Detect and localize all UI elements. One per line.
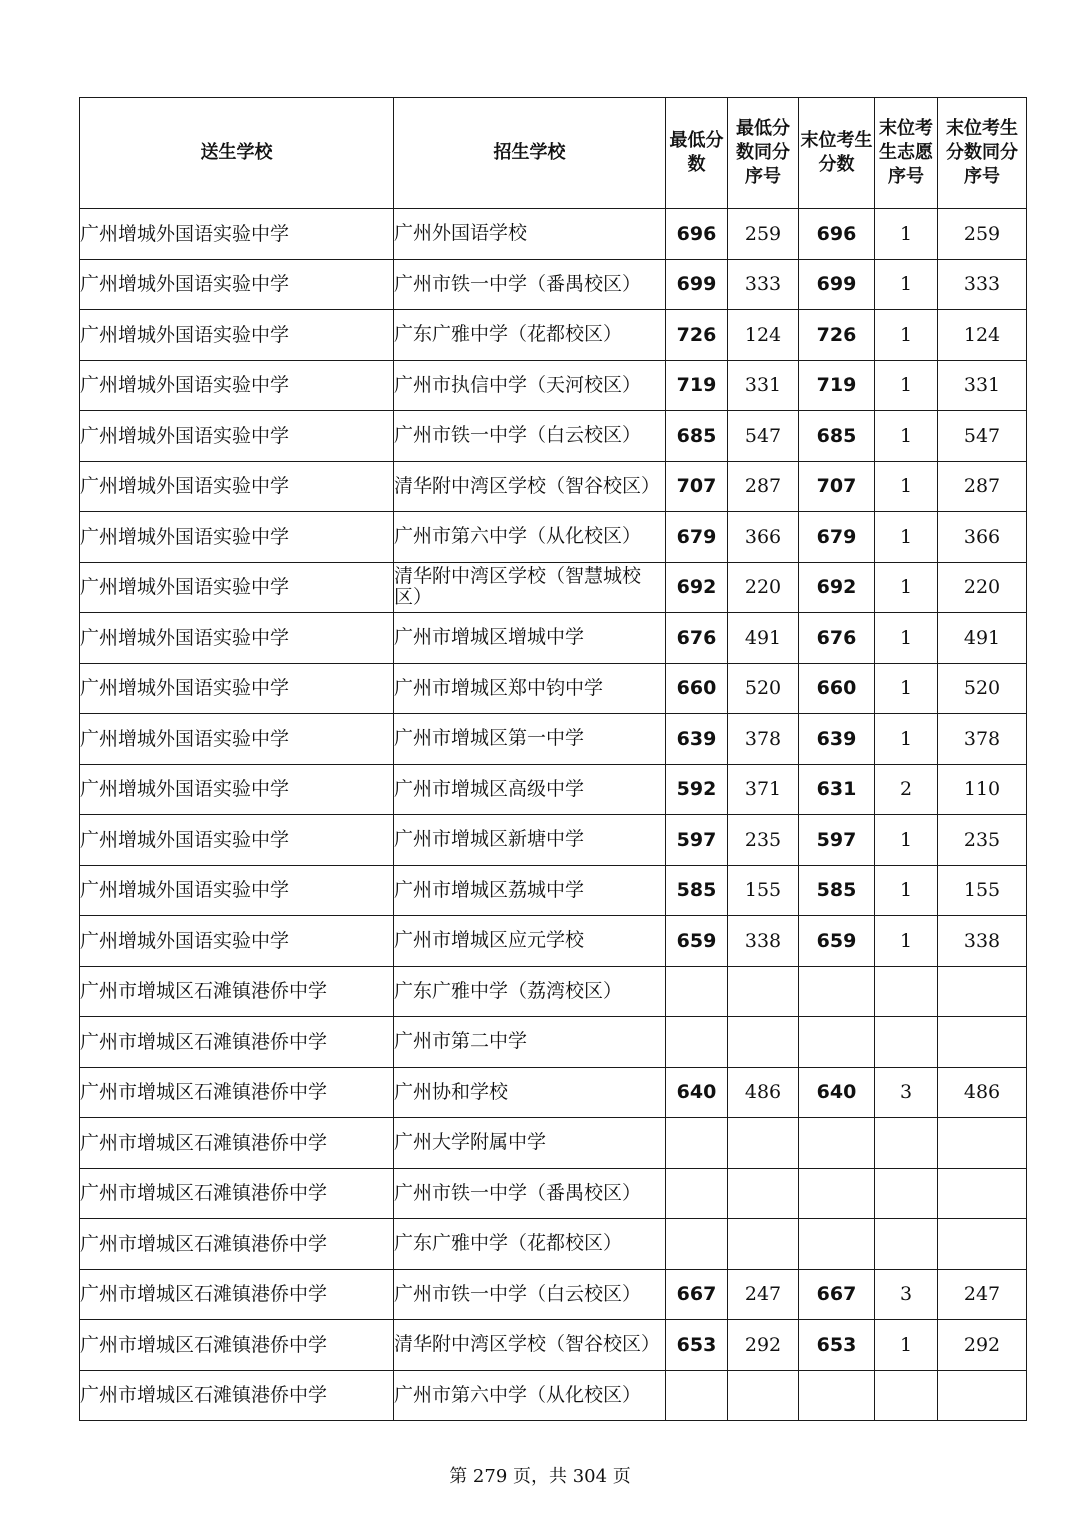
cell-min-score-rank: 378: [728, 714, 799, 765]
page-footer: 第 279 页，共 304 页: [449, 1466, 631, 1487]
cell-min-score: [666, 1168, 728, 1219]
header-last-score: 末位考生分数: [799, 98, 875, 209]
cell-last-score-rank: 155: [938, 865, 1027, 916]
cell-min-score: 653: [666, 1320, 728, 1371]
cell-last-score: 585: [799, 865, 875, 916]
cell-last-score-rank: 520: [938, 663, 1027, 714]
table-row: [80, 1168, 1027, 1219]
cell-recruit-school: 广州市增城区应元学校: [394, 916, 666, 967]
cell-last-score-rank: 338: [938, 916, 1027, 967]
cell-send-school: 广州增城外国语实验中学: [80, 764, 394, 815]
cell-recruit-school: 广州市增城区新塘中学: [394, 815, 666, 866]
table-row: [80, 562, 1027, 613]
cell-min-score-rank: 155: [728, 865, 799, 916]
cell-send-school: 广州市增城区石滩镇港侨中学: [80, 1017, 394, 1068]
cell-min-score-rank: 491: [728, 613, 799, 664]
cell-min-score-rank: [728, 1219, 799, 1270]
cell-min-score-rank: 235: [728, 815, 799, 866]
cell-recruit-school: 广东广雅中学（荔湾校区）: [394, 966, 666, 1017]
cell-last-choice-no: 1: [875, 613, 938, 664]
admission-score-table: [79, 97, 1027, 1421]
table-row: [80, 815, 1027, 866]
cell-min-score-rank: 333: [728, 259, 799, 310]
cell-recruit-school: 广州市第六中学（从化校区）: [394, 1370, 666, 1421]
cell-last-score-rank: 292: [938, 1320, 1027, 1371]
cell-last-score: 726: [799, 310, 875, 361]
table-row: [80, 1017, 1027, 1068]
cell-send-school: 广州市增城区石滩镇港侨中学: [80, 1370, 394, 1421]
cell-send-school: 广州市增城区石滩镇港侨中学: [80, 1219, 394, 1270]
cell-recruit-school: 广州大学附属中学: [394, 1118, 666, 1169]
table-row: [80, 714, 1027, 765]
cell-last-score: 659: [799, 916, 875, 967]
cell-last-score: [799, 1370, 875, 1421]
cell-send-school: 广州市增城区石滩镇港侨中学: [80, 1269, 394, 1320]
cell-last-score: 667: [799, 1269, 875, 1320]
cell-min-score: [666, 966, 728, 1017]
cell-last-score-rank: 287: [938, 461, 1027, 512]
cell-recruit-school: 广州市增城区郑中钧中学: [394, 663, 666, 714]
cell-min-score: 659: [666, 916, 728, 967]
cell-send-school: 广州增城外国语实验中学: [80, 259, 394, 310]
table-row: [80, 360, 1027, 411]
cell-min-score: 585: [666, 865, 728, 916]
cell-last-score: [799, 1168, 875, 1219]
cell-last-score: 639: [799, 714, 875, 765]
table-row: [80, 411, 1027, 462]
cell-min-score: [666, 1118, 728, 1169]
table-row: [80, 1067, 1027, 1118]
cell-min-score-rank: 547: [728, 411, 799, 462]
cell-send-school: 广州增城外国语实验中学: [80, 714, 394, 765]
header-last-score-rank: 末位考生分数同分序号: [938, 98, 1027, 209]
cell-last-choice-no: 1: [875, 411, 938, 462]
cell-last-choice-no: 1: [875, 1320, 938, 1371]
cell-last-score: 676: [799, 613, 875, 664]
table-row: [80, 1269, 1027, 1320]
cell-min-score: [666, 1370, 728, 1421]
table-row: [80, 209, 1027, 260]
cell-last-score: 685: [799, 411, 875, 462]
cell-recruit-school: 广东广雅中学（花都校区）: [394, 1219, 666, 1270]
cell-min-score-rank: 287: [728, 461, 799, 512]
cell-min-score-rank: 220: [728, 562, 799, 613]
cell-last-score: 597: [799, 815, 875, 866]
cell-min-score: [666, 1219, 728, 1270]
cell-send-school: 广州增城外国语实验中学: [80, 562, 394, 613]
cell-last-score-rank: 486: [938, 1067, 1027, 1118]
cell-send-school: 广州市增城区石滩镇港侨中学: [80, 1168, 394, 1219]
cell-last-score: [799, 1017, 875, 1068]
cell-last-score: [799, 1219, 875, 1270]
cell-last-score-rank: 247: [938, 1269, 1027, 1320]
cell-last-choice-no: 3: [875, 1269, 938, 1320]
table-row: [80, 1320, 1027, 1371]
cell-min-score: 679: [666, 512, 728, 563]
cell-send-school: 广州市增城区石滩镇港侨中学: [80, 1067, 394, 1118]
cell-recruit-school: 清华附中湾区学校（智谷校区）: [394, 1320, 666, 1371]
cell-last-choice-no: [875, 1118, 938, 1169]
table-body: [80, 209, 1027, 1421]
cell-min-score: 726: [666, 310, 728, 361]
cell-min-score: 696: [666, 209, 728, 260]
cell-min-score-rank: 371: [728, 764, 799, 815]
cell-min-score: 707: [666, 461, 728, 512]
cell-min-score-rank: 247: [728, 1269, 799, 1320]
cell-last-choice-no: 1: [875, 562, 938, 613]
cell-last-score-rank: 378: [938, 714, 1027, 765]
cell-send-school: 广州市增城区石滩镇港侨中学: [80, 1320, 394, 1371]
table-row: [80, 310, 1027, 361]
cell-last-score-rank: [938, 1118, 1027, 1169]
cell-last-choice-no: 1: [875, 865, 938, 916]
cell-recruit-school: 广州外国语学校: [394, 209, 666, 260]
cell-min-score-rank: 338: [728, 916, 799, 967]
cell-last-score-rank: [938, 1219, 1027, 1270]
cell-last-choice-no: 3: [875, 1067, 938, 1118]
table-row: [80, 1118, 1027, 1169]
table-row: [80, 865, 1027, 916]
cell-send-school: 广州增城外国语实验中学: [80, 360, 394, 411]
cell-last-choice-no: [875, 966, 938, 1017]
table-row: [80, 663, 1027, 714]
cell-last-score-rank: 491: [938, 613, 1027, 664]
cell-min-score-rank: 331: [728, 360, 799, 411]
table-row: [80, 512, 1027, 563]
cell-last-choice-no: 1: [875, 461, 938, 512]
cell-last-score: 660: [799, 663, 875, 714]
cell-min-score-rank: [728, 1017, 799, 1068]
cell-send-school: 广州市增城区石滩镇港侨中学: [80, 1118, 394, 1169]
cell-last-choice-no: [875, 1370, 938, 1421]
cell-last-score: 653: [799, 1320, 875, 1371]
cell-send-school: 广州增城外国语实验中学: [80, 865, 394, 916]
cell-last-score-rank: 235: [938, 815, 1027, 866]
cell-recruit-school: 清华附中湾区学校（智慧城校区）: [394, 562, 666, 613]
cell-send-school: 广州增城外国语实验中学: [80, 310, 394, 361]
cell-last-choice-no: 1: [875, 815, 938, 866]
cell-last-score: 692: [799, 562, 875, 613]
cell-min-score: 640: [666, 1067, 728, 1118]
cell-send-school: 广州增城外国语实验中学: [80, 916, 394, 967]
header-min-score: 最低分数: [666, 98, 728, 209]
cell-last-choice-no: 1: [875, 916, 938, 967]
cell-last-score: 699: [799, 259, 875, 310]
cell-last-score: 719: [799, 360, 875, 411]
cell-recruit-school: 广州市增城区荔城中学: [394, 865, 666, 916]
cell-last-choice-no: 1: [875, 714, 938, 765]
cell-min-score-rank: [728, 1370, 799, 1421]
cell-recruit-school: 广州市铁一中学（白云校区）: [394, 411, 666, 462]
cell-send-school: 广州市增城区石滩镇港侨中学: [80, 966, 394, 1017]
cell-send-school: 广州增城外国语实验中学: [80, 209, 394, 260]
cell-min-score-rank: 486: [728, 1067, 799, 1118]
cell-last-score: [799, 966, 875, 1017]
cell-recruit-school: 广州市铁一中学（番禺校区）: [394, 259, 666, 310]
cell-min-score-rank: [728, 1118, 799, 1169]
header-min-score-rank: 最低分数同分序号: [728, 98, 799, 209]
cell-recruit-school: 广州协和学校: [394, 1067, 666, 1118]
table-header-row: [80, 98, 1027, 209]
cell-min-score: 719: [666, 360, 728, 411]
cell-min-score: 597: [666, 815, 728, 866]
cell-recruit-school: 广州市第二中学: [394, 1017, 666, 1068]
header-send-school: 送生学校: [80, 98, 394, 209]
cell-recruit-school: 广州市增城区第一中学: [394, 714, 666, 765]
table-row: [80, 1370, 1027, 1421]
cell-recruit-school: 清华附中湾区学校（智谷校区）: [394, 461, 666, 512]
cell-last-score: 679: [799, 512, 875, 563]
header-last-choice-no: 末位考生志愿序号: [875, 98, 938, 209]
cell-send-school: 广州增城外国语实验中学: [80, 411, 394, 462]
table-row: [80, 461, 1027, 512]
cell-min-score: 685: [666, 411, 728, 462]
cell-last-score-rank: 333: [938, 259, 1027, 310]
table-row: [80, 966, 1027, 1017]
table-row: [80, 764, 1027, 815]
cell-last-score-rank: [938, 1168, 1027, 1219]
cell-last-choice-no: 1: [875, 209, 938, 260]
cell-last-score-rank: 220: [938, 562, 1027, 613]
cell-last-choice-no: 1: [875, 360, 938, 411]
cell-min-score: 592: [666, 764, 728, 815]
cell-last-score-rank: 331: [938, 360, 1027, 411]
cell-recruit-school: 广州市增城区高级中学: [394, 764, 666, 815]
table-row: [80, 1219, 1027, 1270]
cell-recruit-school: 广州市铁一中学（番禺校区）: [394, 1168, 666, 1219]
cell-min-score-rank: 520: [728, 663, 799, 714]
cell-min-score: 699: [666, 259, 728, 310]
cell-last-score-rank: 547: [938, 411, 1027, 462]
cell-last-choice-no: [875, 1219, 938, 1270]
cell-last-score-rank: [938, 1017, 1027, 1068]
cell-min-score-rank: 124: [728, 310, 799, 361]
cell-recruit-school: 广州市执信中学（天河校区）: [394, 360, 666, 411]
cell-last-choice-no: [875, 1017, 938, 1068]
cell-last-score: 631: [799, 764, 875, 815]
cell-last-score-rank: 259: [938, 209, 1027, 260]
cell-last-score-rank: 124: [938, 310, 1027, 361]
table-row: [80, 259, 1027, 310]
cell-send-school: 广州增城外国语实验中学: [80, 613, 394, 664]
cell-last-score-rank: [938, 1370, 1027, 1421]
cell-min-score: 639: [666, 714, 728, 765]
cell-last-score: 696: [799, 209, 875, 260]
cell-min-score: 667: [666, 1269, 728, 1320]
cell-last-choice-no: 1: [875, 259, 938, 310]
cell-min-score: 692: [666, 562, 728, 613]
cell-last-choice-no: 2: [875, 764, 938, 815]
cell-last-score: [799, 1118, 875, 1169]
cell-recruit-school: 广州市第六中学（从化校区）: [394, 512, 666, 563]
cell-last-choice-no: 1: [875, 663, 938, 714]
cell-last-choice-no: [875, 1168, 938, 1219]
cell-min-score-rank: 292: [728, 1320, 799, 1371]
cell-last-score-rank: [938, 966, 1027, 1017]
cell-min-score: 676: [666, 613, 728, 664]
table-row: [80, 916, 1027, 967]
cell-last-score: 707: [799, 461, 875, 512]
cell-min-score-rank: 366: [728, 512, 799, 563]
cell-min-score-rank: 259: [728, 209, 799, 260]
cell-min-score-rank: [728, 1168, 799, 1219]
cell-min-score-rank: [728, 966, 799, 1017]
cell-last-choice-no: 1: [875, 512, 938, 563]
cell-send-school: 广州增城外国语实验中学: [80, 512, 394, 563]
table-row: [80, 613, 1027, 664]
cell-last-score-rank: 110: [938, 764, 1027, 815]
cell-send-school: 广州增城外国语实验中学: [80, 663, 394, 714]
cell-recruit-school: 广州市增城区增城中学: [394, 613, 666, 664]
cell-recruit-school: 广州市铁一中学（白云校区）: [394, 1269, 666, 1320]
cell-send-school: 广州增城外国语实验中学: [80, 461, 394, 512]
cell-last-score-rank: 366: [938, 512, 1027, 563]
header-recruit-school: 招生学校: [394, 98, 666, 209]
cell-min-score: [666, 1017, 728, 1068]
cell-last-choice-no: 1: [875, 310, 938, 361]
cell-recruit-school: 广东广雅中学（花都校区）: [394, 310, 666, 361]
cell-min-score: 660: [666, 663, 728, 714]
cell-send-school: 广州增城外国语实验中学: [80, 815, 394, 866]
cell-last-score: 640: [799, 1067, 875, 1118]
